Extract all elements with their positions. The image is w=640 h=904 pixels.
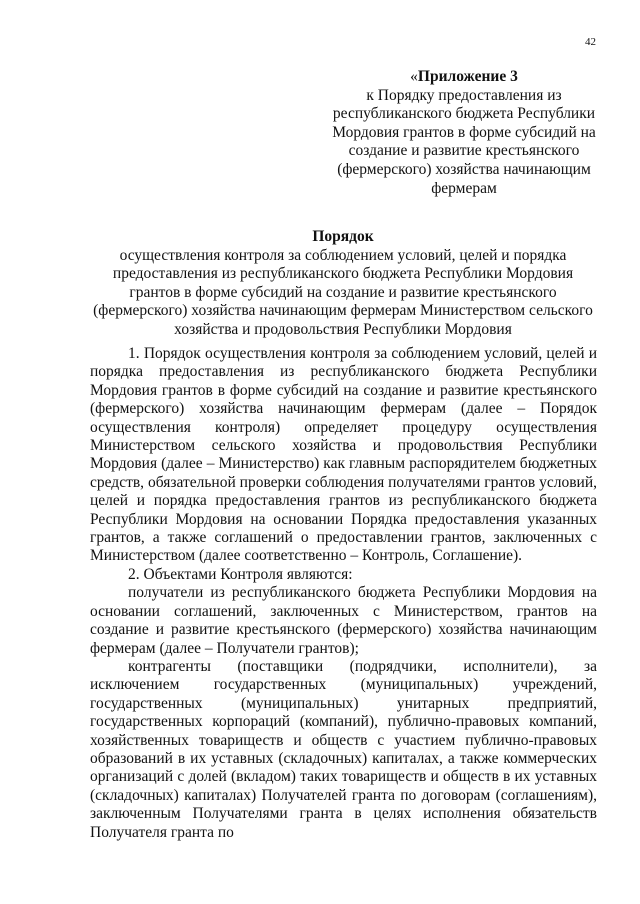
paragraph-3: получатели из республиканского бюджета Республики Мордовия на основании соглашений, заключенных с Министерством, грантов на создание и развитие крестьянского (фермерского) хозяйства начинающим фермерам (далее – Получатели грантов);	[90, 584, 597, 657]
paragraph-4: контрагенты (поставщики (подрядчики, исполнители), за исключением государственных (муниципальных) учреждений, государственных (муниципальных) унитарных предприятий, государственных корпораций (компаний), публично-правовых компаний, хозяйственных товариществ и обществ с участием публично-правовых образований в их уставных (складочных) капиталах, а также коммерческих организаций с долей (вкладом) таких товариществ и обществ в их уставных (складочных) капиталах) Получателей гранта по договорам (соглашениям), заключенным Получателями гранта в целях исполнения обязательств Получателя гранта по	[90, 657, 597, 841]
annex-line: к Порядку предоставления из	[366, 86, 562, 104]
page-number: 42	[585, 36, 596, 48]
heading-line: (фермерского) хозяйства начинающим фермерам Министерством сельского	[93, 302, 593, 320]
annex-quote-mark: «	[410, 68, 418, 85]
document-heading	[90, 228, 596, 340]
body-text	[90, 345, 597, 842]
annex-line: Мордовия грантов в форме субсидий на	[332, 123, 596, 141]
heading-line: осуществления контроля за соблюдением условий, целей и порядка	[119, 246, 567, 264]
annex-line: (фермерского) хозяйства начинающим	[337, 160, 591, 178]
heading-line: предоставления из республиканского бюджета Республики Мордовия	[112, 265, 574, 283]
annex-title	[330, 68, 598, 87]
heading-title: Порядок	[312, 228, 374, 245]
heading-line: хозяйства и продовольствия Республики Мордовия	[174, 320, 512, 338]
paragraph-1: 1. Порядок осуществления контроля за соблюдением условий, целей и порядка предоставления из республиканского бюджета Республики Мордовия грантов в форме субсидий на создание и развитие крестьянского (фермерского) хозяйства начинающим фермерам (далее – Порядок осуществления контроля) определяет процедуру осуществления Министерством сельского хозяйства и продовольствия Республики Мордовия (далее – Министерство) как главным распорядителем бюджетных средств, обязательной проверки соблюдения получателями грантов условий, целей и порядка предоставления грантов из республиканского бюджета Республики Мордовия на основании Порядка предоставления указанных грантов, а также соглашений о предоставлении грантов, заключенных с Министерством (далее соответственно – Контроль, Соглашение).	[90, 345, 597, 565]
annex-line: республиканского бюджета Республики	[332, 105, 596, 123]
annex-block	[330, 68, 598, 198]
paragraph-2: 2. Объектами Контроля являются:	[128, 565, 353, 583]
heading-line: грантов в форме субсидий на создание и развитие крестьянского	[129, 283, 557, 301]
annex-line: фермерам	[431, 179, 497, 197]
annex-line: создание и развитие крестьянского	[348, 142, 580, 160]
annex-title-text: Приложение 3	[417, 68, 518, 85]
